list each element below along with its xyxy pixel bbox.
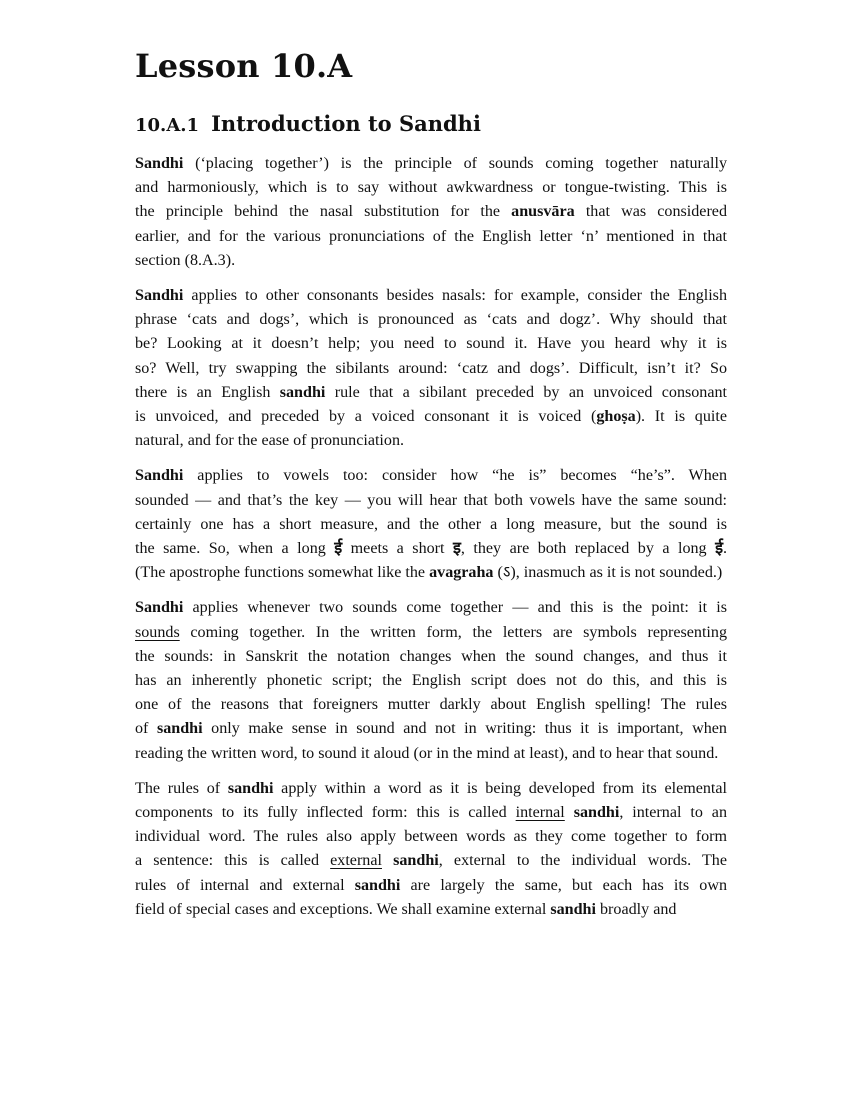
text-line	[135, 672, 727, 689]
text-run: one of the reasons that foreigners mutter darkly about English spelling! The rules	[135, 696, 727, 714]
underlined-term: sounds	[135, 623, 180, 641]
text-line	[135, 179, 727, 196]
section-number: 10.A.1	[135, 115, 200, 136]
paragraph	[135, 284, 727, 453]
text-run: natural, and for the ease of pronunciation.	[135, 432, 405, 450]
text-run: field of special cases and exceptions. We shall examine external	[135, 900, 551, 918]
text-run	[565, 804, 574, 821]
text-line	[135, 745, 644, 762]
text-run: (The apostrophe functions somewhat like the	[135, 564, 430, 582]
text-run: are largely the same, but each has its own	[400, 876, 728, 894]
text-run: broadly and	[595, 900, 677, 918]
text-run: (ऽ), inasmuch as it is not	[493, 564, 656, 582]
text-line	[135, 648, 727, 665]
bold-term: इ	[452, 540, 461, 558]
text-run: has an inherently phonetic script; the English script does not do this, and this is	[135, 672, 727, 690]
text-run: a sentence: this is called	[135, 852, 331, 870]
text-line	[135, 828, 727, 845]
bold-term: avagraha	[429, 564, 494, 582]
text-line	[135, 311, 727, 328]
text-run: phrase ‘cats and dogs’, which is pronounced as ‘cats and dogz’. Why should that	[135, 311, 727, 329]
text-line	[135, 432, 404, 449]
paragraph	[135, 596, 727, 765]
page-content	[135, 46, 727, 933]
bold-term: sandhi	[550, 900, 596, 918]
section-title: Introduction to Sandhi	[211, 111, 481, 136]
text-run: individual word. The rules also apply between words as they come together to form	[135, 828, 727, 846]
text-line	[135, 228, 727, 245]
text-run: applies to other consonants besides nasals: for example, consider the English	[183, 287, 727, 305]
text-run: the principle behind the nasal substitution for the	[135, 203, 512, 221]
bold-term: Sandhi	[135, 155, 184, 172]
text-line	[135, 203, 727, 220]
text-line	[135, 155, 727, 172]
text-line	[135, 852, 727, 869]
text-line	[135, 467, 727, 484]
bold-term: sandhi	[227, 779, 274, 797]
text-run: rules of internal and external	[135, 876, 355, 894]
lesson-title: Lesson 10.A	[135, 47, 353, 85]
text-run: (‘placing together’) is the principle of sounds coming together naturally	[183, 155, 727, 172]
text-line	[135, 335, 727, 352]
text-line	[135, 720, 727, 737]
text-line	[648, 745, 719, 762]
bold-term: ghoṣa	[596, 408, 636, 426]
text-run: certainly one has a short measure, and the other a long measure, but the sound is	[135, 515, 727, 533]
text-run: , they are both replaced by a long	[460, 540, 716, 558]
underlined-term: internal	[515, 804, 565, 822]
text-run: only make sense in sound and not in writing: thus it is important, when	[202, 720, 727, 738]
bold-term: sandhi	[279, 383, 326, 401]
text-run: , external to the individual words. The	[438, 852, 728, 870]
text-run: .	[722, 540, 728, 558]
text-run: reading the written word, to sound it aloud (or in the mind at least), and to hear	[135, 744, 644, 762]
bold-term: Sandhi	[135, 287, 184, 305]
text-run: components to its fully inflected form: this is called	[135, 804, 516, 822]
paragraph	[135, 152, 727, 273]
text-run: that was considered	[574, 203, 728, 221]
text-line	[135, 564, 655, 581]
text-run: ). It is quite	[635, 408, 727, 426]
text-run: the same. So, when a long	[135, 540, 335, 558]
text-line	[135, 780, 727, 797]
text-run: and harmoniously, which is to say without awkwardness or tongue-twisting. This is	[135, 179, 727, 197]
text-run: meets a short	[342, 540, 453, 558]
text-run: is unvoiced, and preceded by a voiced consonant it is voiced (	[135, 408, 597, 426]
text-run: the sounds: in Sanskrit the notation changes when the sound changes, and thus it	[135, 647, 727, 665]
text-line	[135, 624, 727, 641]
text-line	[135, 804, 727, 821]
text-run: earlier, and for the various pronunciations of the English letter ‘n’ mentioned in that	[135, 227, 727, 245]
bold-term: anusvāra	[511, 203, 575, 221]
section-heading	[135, 110, 727, 140]
text-run	[382, 852, 393, 869]
text-run: coming together. In the written form, the letters are symbols representing	[179, 623, 727, 641]
text-run: applies to vowels too: consider how “he is” becomes “he’s”. When	[183, 467, 727, 485]
text-line	[135, 516, 727, 533]
text-run: of	[135, 720, 157, 738]
paragraph	[135, 464, 727, 585]
text-run: sounded.)	[659, 564, 723, 582]
text-line	[135, 408, 727, 425]
bold-term: Sandhi	[135, 599, 184, 617]
bold-term: Sandhi	[135, 467, 184, 485]
text-run: The rules of	[135, 779, 228, 797]
text-line	[659, 564, 722, 581]
paragraph	[135, 777, 727, 922]
text-run: apply within a word as it is being developed from its elemental	[273, 779, 728, 797]
text-line	[135, 492, 727, 509]
text-line	[135, 540, 727, 557]
text-run: , internal to an	[619, 804, 727, 822]
bold-term: sandhi	[393, 852, 439, 870]
underlined-term: external	[330, 852, 382, 870]
bold-term: sandhi	[354, 876, 401, 894]
bold-term: ई	[334, 540, 343, 558]
text-run: that sound.	[647, 744, 719, 762]
text-run: applies whenever two sounds come together — and this is the point: it is	[183, 599, 727, 617]
text-line	[135, 360, 727, 377]
text-line	[135, 901, 676, 918]
text-run: rule that a sibilant preceded by an unvoiced consonant	[325, 383, 728, 401]
text-line	[135, 599, 727, 616]
text-line	[135, 384, 727, 401]
text-line	[135, 696, 727, 713]
text-line	[135, 877, 727, 894]
body-text	[135, 152, 727, 922]
bold-term: ई	[715, 540, 723, 558]
text-run: be? Looking at it doesn’t help; you need to sound it. Have you heard why it is	[135, 335, 727, 353]
text-line	[135, 287, 727, 304]
text-run: there is an English	[135, 383, 280, 401]
text-run: section (8.A.3).	[135, 251, 236, 269]
text-run: so? Well, try swapping the sibilants around: ‘catz and dogs’. Difficult, isn’t it? So	[135, 359, 727, 377]
bold-term: sandhi	[156, 720, 203, 738]
text-line	[135, 252, 235, 269]
bold-term: sandhi	[573, 804, 620, 822]
text-run: sounded — and that’s the key — you will hear that both vowels have the same sound:	[135, 491, 727, 509]
